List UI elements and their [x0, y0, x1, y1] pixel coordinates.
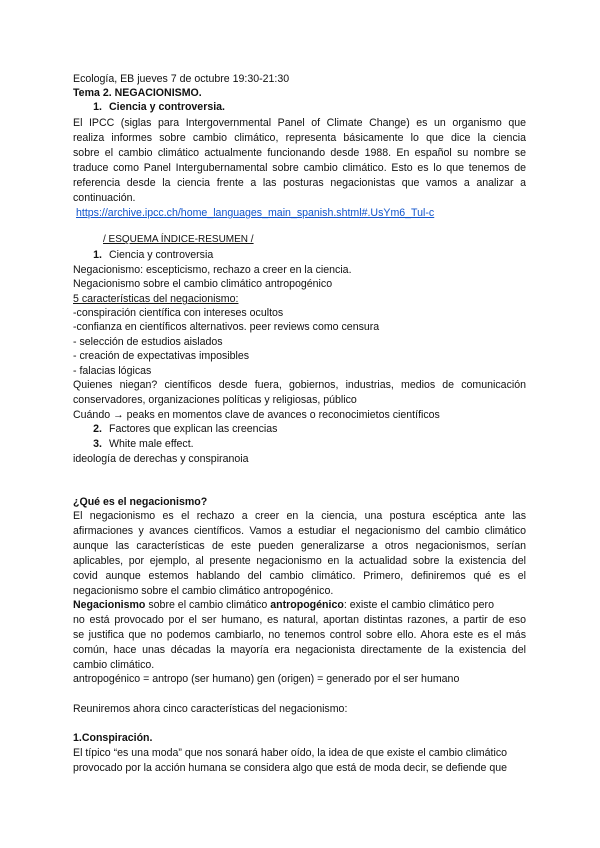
- anthro-bold-term: Negacionismo: [73, 599, 146, 611]
- what-is-heading: ¿Qué es el negacionismo?: [73, 496, 208, 508]
- summary-item-1: [84, 248, 213, 263]
- section1-heading: [84, 100, 225, 115]
- characteristics-heading: 5 características del negacionismo:: [73, 293, 239, 305]
- intro-line: realiza informes sobre cambio climático, representa básicamente lo que dice la ciencia: [73, 132, 526, 144]
- ipcc-link[interactable]: https://archive.ipcc.ch/home_languages_main_spanish.shtml#.UsYm6_Tul-c: [76, 207, 435, 219]
- summary-item-3-text: White male effect.: [109, 438, 194, 450]
- intro-line: sobre el cambio climático actualmente funcionando desde 1988. En español su nombre se: [73, 147, 526, 159]
- summary-item-3-number: 3.: [93, 438, 102, 450]
- characteristic-item: - falacias lógicas: [73, 365, 152, 377]
- anthro-line: común, hace unas décadas la mayoría era negacionista directamente de la existencia del: [73, 644, 526, 656]
- summary-line: Negacionismo sobre el cambio climático antropogénico: [73, 278, 333, 290]
- intro-line: El IPCC (siglas para Intergovernmental Panel of Climate Change) es un organismo que: [73, 117, 526, 129]
- what-is-line: aunque las características de este pueden generalizarse a otros negacionismos, serían: [73, 540, 526, 552]
- who-line: conservadores, organizaciones políticas y religiosas, público: [73, 394, 357, 406]
- characteristic-item: - selección de estudios aislados: [73, 336, 223, 348]
- five-characteristics-intro: Reuniremos ahora cinco características del negacionismo:: [73, 703, 348, 715]
- ideology-line: ideología de derechas y conspiranoia: [73, 453, 249, 465]
- conspiracy-heading: 1.Conspiración.: [73, 732, 153, 744]
- what-is-line: afirmaciones y avances científicos. Vamos a estudiar el negacionismo del cambio climático: [73, 525, 526, 537]
- anthro-rest-text: : existe el cambio climático pero: [343, 599, 494, 611]
- anthro-first-line: [73, 598, 494, 613]
- topic-title: Tema 2. NEGACIONISMO.: [73, 87, 202, 99]
- summary-item-1-text: Ciencia y controversia: [109, 249, 214, 261]
- summary-heading: / ESQUEMA ÍNDICE-RESUMEN /: [103, 234, 254, 245]
- course-line: Ecología, EB jueves 7 de octubre 19:30-21:30: [73, 73, 290, 85]
- what-is-line: covid aunque estemos hablando del cambio climático. Primero, definiremos qué es el: [73, 570, 526, 582]
- intro-last-line: continuación.: [73, 192, 136, 204]
- anthro-last-line: cambio climático.: [73, 659, 155, 671]
- section1-number: 1.: [93, 101, 102, 113]
- etymology-line: antropogénico = antropo (ser humano) gen (origen) = generado por el ser humano: [73, 673, 460, 685]
- anthro-line: se justifica que no podemos cambiarlo, no tenemos control sobre ello. Ahora este es el más: [73, 629, 526, 641]
- section1-title: Ciencia y controversia.: [109, 101, 225, 113]
- summary-item-2-number: 2.: [93, 423, 102, 435]
- summary-item-1-number: 1.: [93, 249, 102, 261]
- intro-line: referencia desde la ciencia frente a las posturas negacionistas que vamos a analizar a: [73, 177, 526, 189]
- anthro-mid-text: sobre el cambio climático: [145, 599, 271, 611]
- summary-item-2-text: Factores que explican las creencias: [109, 423, 278, 435]
- what-is-last-line: negacionismo sobre el cambio climático antropogénico.: [73, 585, 334, 597]
- summary-line: Negacionismo: escepticismo, rechazo a creer en la ciencia.: [73, 264, 352, 276]
- conspiracy-line: provocado por la acción humana se considera algo que está de moda decir, se defiende que: [73, 762, 508, 774]
- anthro-bold-term-2: antropogénico: [270, 599, 344, 611]
- conspiracy-line: El típico “es una moda” que nos sonará haber oído, la idea de que existe el cambio climático: [73, 747, 508, 759]
- characteristic-item: -conspiración científica con intereses ocultos: [73, 307, 284, 319]
- what-is-line: El negacionismo es el rechazo a creer en la ciencia, una postura escéptica ante las: [73, 510, 526, 522]
- anthro-line: no está provocado por el ser humano, es natural, aportan distintas razones, a partir de eso: [73, 614, 526, 626]
- who-line: Quienes niegan? científicos desde fuera, gobiernos, industrias, medios de comunicación: [73, 379, 526, 391]
- intro-line: traduce como Panel Intergubernamental sobre cambio climático. Esto es lo que tenemos de: [73, 162, 526, 174]
- summary-item-3: [84, 437, 194, 452]
- characteristic-item: -confianza en científicos alternativos. peer reviews como censura: [73, 321, 380, 333]
- what-is-line: aplicables, por ejemplo, al presente negacionismo en la actualidad sobre la existencia del: [73, 555, 526, 567]
- when-line: Cuándo → peaks en momentos clave de avances o reconocimietos científicos: [73, 409, 440, 421]
- characteristic-item: - creación de expectativas imposibles: [73, 350, 250, 362]
- summary-item-2: [84, 422, 277, 437]
